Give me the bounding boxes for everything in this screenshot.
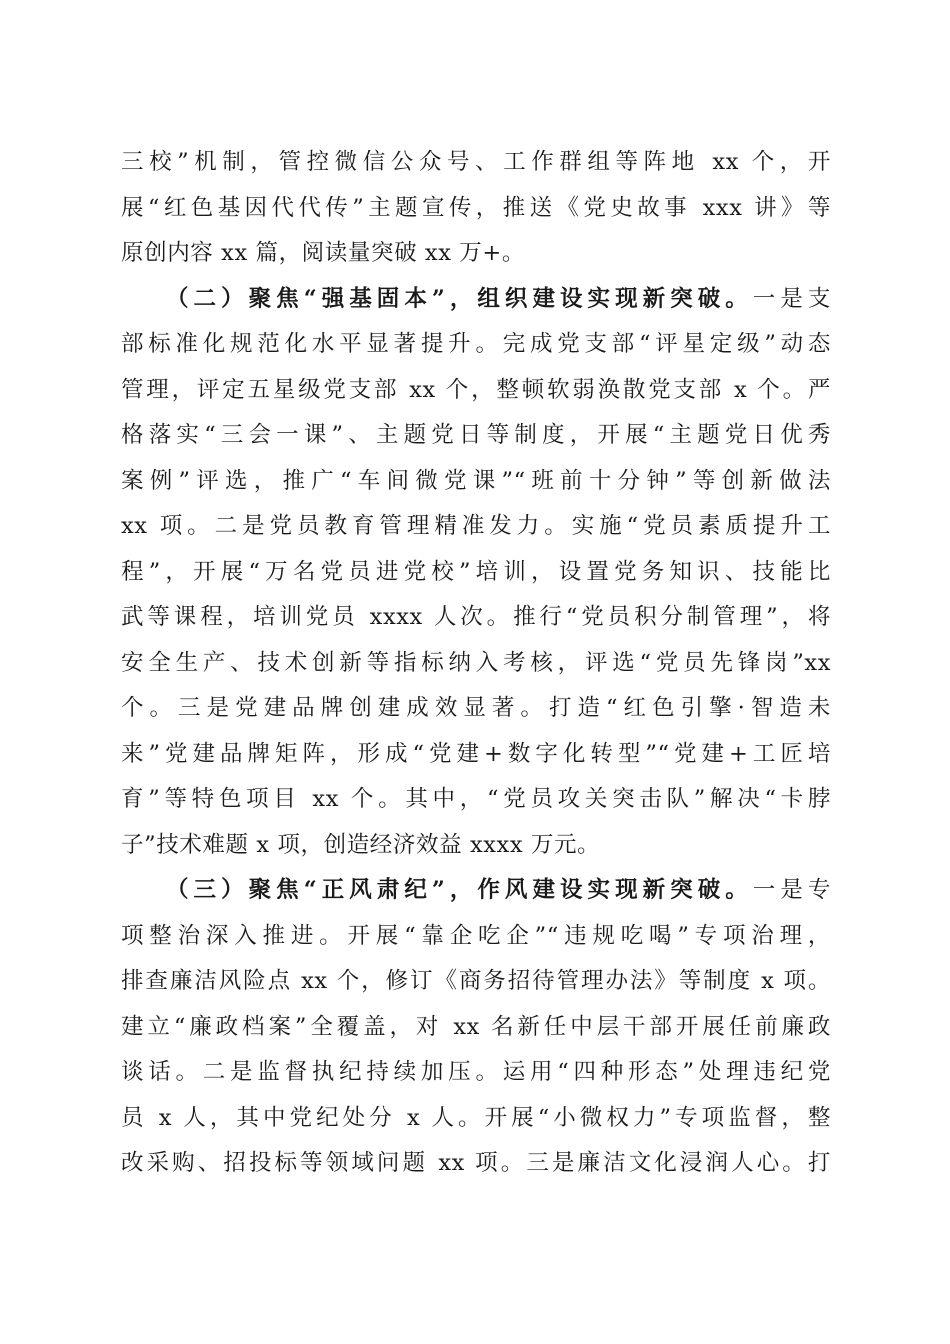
paragraph-line: 子”技术难题 x 项，创造经济效益 xxxx 万元。 <box>121 831 601 858</box>
section-heading: （三）聚焦“正风肃纪”，作风建设实现新突破。 <box>166 877 753 903</box>
section-heading: （二）聚焦“强基固本”，组织建设实现新突破。 <box>166 285 753 312</box>
paragraph-line: 来”党建品牌矩阵，形成“党建+数字化转型”“党建+工匠培 <box>121 740 831 767</box>
paragraph-line: 安全生产、技术创新等指标纳入考核，评选“党员先锋岗”xx <box>121 649 831 676</box>
document-body <box>121 140 831 1187</box>
paragraph-line: 谈话。二是监督执纪持续加压。运用“四种形态”处理违纪党 <box>121 1059 831 1085</box>
paragraph-line: 案例”评选，推广“车间微党课”“班前十分钟”等创新做法 <box>121 467 831 494</box>
paragraph-line: 建立“廉政档案”全覆盖，对 xx 名新任中层干部开展任前廉政 <box>121 1013 831 1040</box>
paragraph-line: 三校”机制，管控微信公众号、工作群组等阵地 xx 个，开 <box>121 149 831 175</box>
paragraph-line: 项整治深入推进。开展“靠企吃企”“违规吃喝”专项治理， <box>121 922 831 949</box>
paragraph-line: 个。三是党建品牌创建成效显著。打造“红色引擎·智造未 <box>121 695 831 721</box>
paragraph-line: 排查廉洁风险点 xx 个，修订《商务招待管理办法》等制度 x 项。 <box>121 968 831 994</box>
paragraph-line: 管理，评定五星级党支部 xx 个，整顿软弱涣散党支部 x 个。严 <box>121 376 831 403</box>
paragraph-line: 员 x 人，其中党纪处分 x 人。开展“小微权力”专项监督，整 <box>121 1104 831 1131</box>
paragraph-line: 改采购、招投标等领域问题 xx 项。三是廉洁文化浸润人心。打 <box>121 1150 831 1176</box>
paragraph-text: 一是专 <box>752 877 831 903</box>
paragraph-line: 部标准化规范化水平显著提升。完成党支部“评星定级”动态 <box>121 331 831 357</box>
paragraph-line: 原创内容 xx 篇，阅读量突破 xx 万+。 <box>121 240 525 266</box>
paragraph-line: 格落实“三会一课”、主题党日等制度，开展“主题党日优秀 <box>121 422 831 448</box>
paragraph-line <box>121 277 831 323</box>
paragraph-line: 展“红色基因代代传”主题宣传，推送《党史故事 xxx 讲》等 <box>121 194 831 221</box>
paragraph-line: 武等课程，培训党员 xxxx 人次。推行“党员积分制管理”，将 <box>121 604 831 630</box>
paragraph-line: 育”等特色项目 xx 个。其中，“党员攻关突击队”解决“卡脖 <box>121 786 831 812</box>
paragraph-line: xx 项。二是党员教育管理精准发力。实施“党员素质提升工 <box>121 513 831 539</box>
paragraph-line: 程”，开展“万名党员进党校”培训，设置党务知识、技能比 <box>121 558 831 585</box>
paragraph-line <box>121 868 831 914</box>
paragraph-text: 一是支 <box>752 285 831 312</box>
